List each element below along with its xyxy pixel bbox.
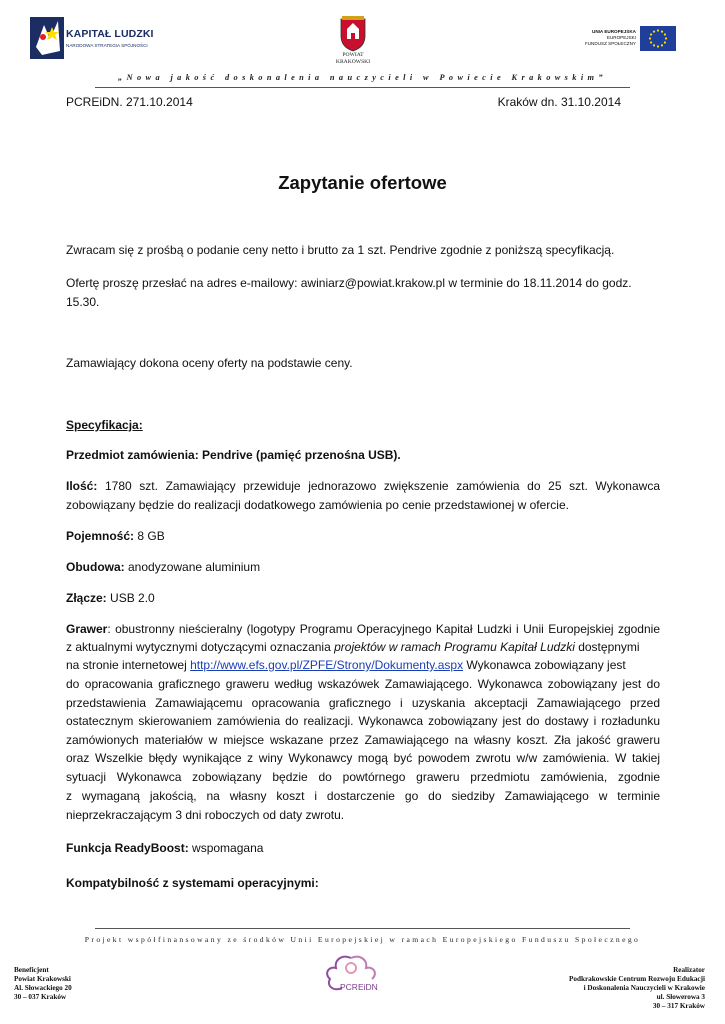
kapital-ludzki-logo [30, 17, 170, 61]
realizer-line: ul. Słowerowa 3 [656, 993, 705, 1001]
housing-label: Obudowa: [66, 560, 125, 574]
capacity-label: Pojemność: [66, 529, 135, 543]
engraving-line-6: ostatecznym skierowaniem zamówienia do realizacji. Wykonawca zobowiązany jest do dostawy i rozładunku [66, 714, 660, 728]
connector-row [66, 589, 660, 607]
engraving-line-8: oraz Wszelkie błędy wynikające z winy Wykonawcy mogą być powodem zwrotu w/w zamówienia. W takiej [66, 751, 660, 765]
engraving-line-10: z wymaganą jakością, na własny koszt i dostarczenie go do siedziby Zamawiającego w terminie [66, 789, 660, 803]
beneficiary-line: Powiat Krakowski [14, 975, 71, 983]
realizer-line: Realizator [673, 966, 705, 974]
kapital-ludzki-emblem-icon [30, 17, 64, 59]
engraving-line-2 [66, 638, 660, 656]
capacity-row [66, 527, 660, 545]
eu-flag-icon [640, 26, 676, 51]
engraving-text-3b: Wykonawca zobowiązany jest [463, 658, 626, 672]
quantity-label: Ilość: [66, 479, 98, 493]
realizer-line: i Doskonalenia Nauczycieli w Krakowie [583, 984, 705, 992]
realizer-line: 30 – 317 Kraków [652, 1002, 705, 1010]
engraving-text-2c: dostępnymi [574, 640, 640, 654]
kapital-ludzki-title: KAPITAŁ LUDZKI [66, 28, 154, 40]
reference-number: PCREiDN. 271.10.2014 [66, 95, 193, 109]
beneficiary-line: 30 – 037 Kraków [14, 993, 67, 1001]
engraving-text-3a: na stronie internetowej [66, 658, 191, 672]
engraving-text-2a: z aktualnymi wytycznymi dotyczącymi oznaczania [66, 640, 335, 654]
realizer-line: Podkrakowskie Centrum Rozwoju Edukacji [569, 975, 705, 983]
connector-value: USB 2.0 [106, 591, 155, 605]
spec-heading [66, 416, 660, 434]
quantity-line-2: zobowiązany będzie do realizacji dodatkowego zamówienia po cenie przedstawionej w ofercie. [66, 498, 569, 512]
readyboost-value: wspomagana [188, 841, 264, 855]
order-subject-text: Przedmiot zamówienia: Pendrive (pamięć przenośna USB). [66, 448, 401, 462]
evaluation-paragraph: Zamawiający dokona oceny oferty na podstawie ceny. [66, 356, 353, 370]
beneficiary-line: Al. Słowackiego 20 [14, 984, 72, 992]
pcreidn-logo-text: PCREiDN [340, 982, 378, 992]
eu-caption [560, 29, 636, 46]
compatibility-heading [66, 874, 660, 892]
capacity-value: 8 GB [134, 529, 165, 543]
project-motto: „Nowa jakość doskonalenia nauczycieli w Powiecie Krakowskim” [118, 73, 607, 82]
cofinance-note: Projekt współfinansowany ze środków Unii Europejskiej w ramach Europejskiego Funduszu Społecznego [84, 935, 641, 944]
powiat-caption [320, 52, 386, 66]
footer-divider [95, 928, 630, 929]
engraving-label: Grawer [66, 622, 108, 636]
realizer-block [485, 966, 705, 1011]
readyboost-row [66, 839, 660, 857]
engraving-line-11: nieprzekraczającym 3 dni roboczych od daty zwrotu. [66, 808, 345, 822]
eu-line-1: UNIA EUROPEJSKA [592, 29, 636, 34]
intro-paragraph: Zwracam się z prośbą o podanie ceny netto i brutto za 1 szt. Pendrive zgodnie z poniższą specyfikacją. [66, 243, 615, 257]
order-subject [66, 446, 660, 464]
quantity-text-1: 1780 szt. Zamawiający przewiduje jednorazowo zwiększenie zamówienia do 25 szt. Wykonawca [97, 479, 660, 493]
connector-label: Złącze: [66, 591, 107, 605]
engraving-line-4: do opracowania graficznego graweru według wskazówek Zamawiającego. Wykonawca zobowiązany jest do [66, 677, 660, 691]
eu-line-3: FUNDUSZ SPOŁECZNY [584, 40, 636, 46]
engraving-text-2b: projektów w ramach Programu Kapitał Ludzki [334, 640, 575, 654]
compatibility-heading-text: Kompatybilność z systemami operacyjnymi: [66, 876, 319, 890]
efs-documents-link[interactable]: http://www.efs.gov.pl/ZPFE/Strony/Dokumenty.aspx [190, 658, 464, 672]
engraving-line-3 [66, 656, 660, 674]
quantity-line-1 [66, 477, 660, 495]
beneficiary-block [14, 966, 72, 1002]
header-divider [95, 87, 630, 88]
kapital-ludzki-subtitle: NARODOWA STRATEGIA SPÓJNOŚCI [66, 43, 148, 48]
eu-line-2: EUROPEJSKI [606, 34, 636, 40]
beneficiary-line: Beneficjent [14, 966, 49, 974]
engraving-line-7: zamówionych materiałów w miejsce wskazane przez Zamawiającego na własny koszt. Zła jakość graweru [66, 733, 660, 747]
spec-heading-text: Specyfikacja: [66, 418, 143, 432]
place-date: Kraków dn. 31.10.2014 [497, 95, 621, 109]
offer-line-1: Ofertę proszę przesłać na adres e-mailowy: awiniarz@powiat.krakow.pl w terminie do 18.11.2014 do godz. [66, 276, 632, 290]
powiat-line-2: KRAKOWSKI [335, 59, 371, 65]
readyboost-label: Funkcja ReadyBoost: [66, 841, 189, 855]
engraving-text-1: : obustronny nieścieralny (logotypy Programu Operacyjnego Kapitał Ludzki i Unii Europejskiej zgodnie [107, 622, 660, 636]
powiat-line-1: POWIAT [342, 52, 364, 58]
housing-row [66, 558, 660, 576]
engraving-line-5: przedstawienia Zamawiającemu opracowania graficznego i uzyskania akceptacji Zamawiającego przed [66, 696, 660, 710]
housing-value: anodyzowane aluminium [124, 560, 261, 574]
pcreidn-logo [318, 952, 384, 1000]
powiat-crest-icon [338, 16, 368, 52]
engraving-line-1 [66, 620, 660, 638]
offer-line-2: 15.30. [66, 295, 100, 309]
document-title: Zapytanie ofertowe [278, 172, 447, 193]
engraving-line-9: sytuacji Wykonawca zobowiązany będzie do powtórnego graweru przedmiotu zamówienia, zgodnie [66, 770, 660, 784]
